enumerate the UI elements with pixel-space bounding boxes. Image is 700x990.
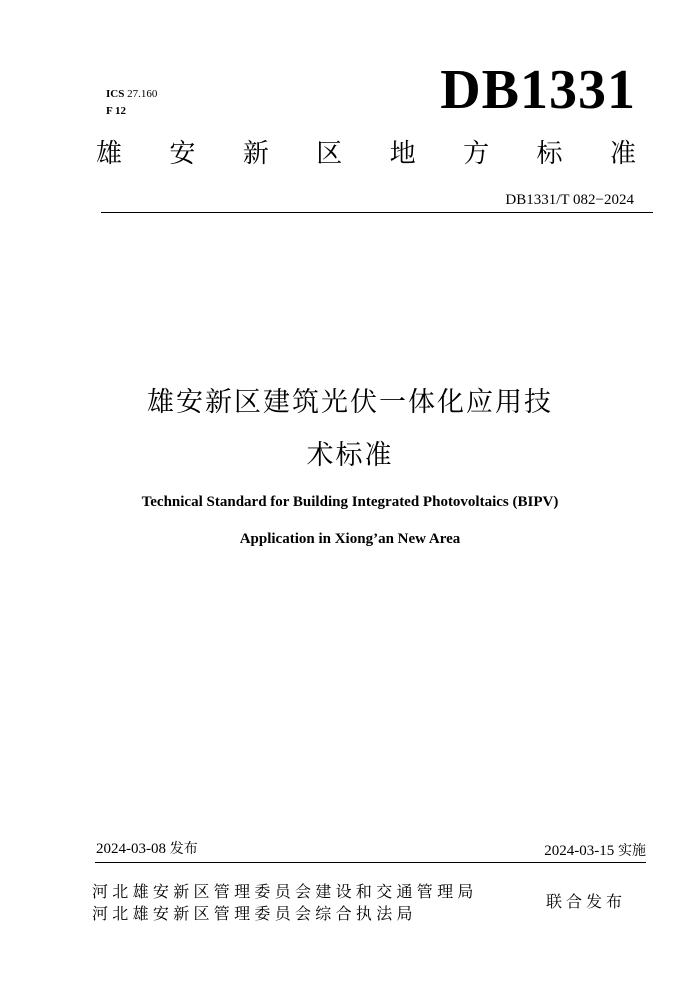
ics-label: ICS (106, 88, 125, 100)
english-title-line2: Application in Xiong’an New Area (239, 531, 461, 547)
chinese-title-line2: 术标准 (306, 440, 394, 471)
ccs-code-text: F 12 (106, 105, 127, 117)
header-divider (101, 212, 653, 213)
db-code: DB1331 (440, 59, 636, 121)
effective-date (544, 842, 646, 860)
standard-type-heading (96, 136, 636, 172)
publish-date-value: 2024-03-08 (96, 841, 166, 857)
standard-type-char: 新 (242, 139, 269, 169)
issuer-line2: 河北雄安新区管理委员会综合执法局 (92, 904, 417, 923)
standard-type-char: 雄 (96, 139, 123, 169)
joint-release-label: 联合发布 (546, 892, 627, 911)
footer-divider (95, 862, 646, 863)
chinese-title-line1: 雄安新区建筑光伏一体化应用技 (147, 387, 553, 418)
standard-number: DB1331/T 082−2024 (505, 192, 634, 208)
issuer-line1: 河北雄安新区管理委员会建设和交通管理局 (92, 882, 478, 901)
standard-type-char: 地 (389, 139, 416, 169)
effective-date-value: 2024-03-15 (544, 843, 615, 859)
ics-line (106, 86, 157, 103)
english-title-line1: Technical Standard for Building Integrated Photovoltaics (BIPV) (141, 494, 559, 510)
standard-type-char: 安 (169, 139, 196, 169)
publish-date (96, 840, 198, 858)
effective-label: 实施 (618, 843, 646, 859)
standard-type-char: 标 (536, 139, 563, 169)
standard-type-char: 准 (609, 139, 636, 169)
publish-label: 发布 (169, 841, 198, 857)
ccs-code (106, 103, 157, 120)
ics-value: 27.160 (127, 88, 158, 100)
standard-type-char: 区 (316, 139, 343, 169)
standard-type-char: 方 (463, 139, 490, 169)
ics-classification (106, 86, 157, 120)
